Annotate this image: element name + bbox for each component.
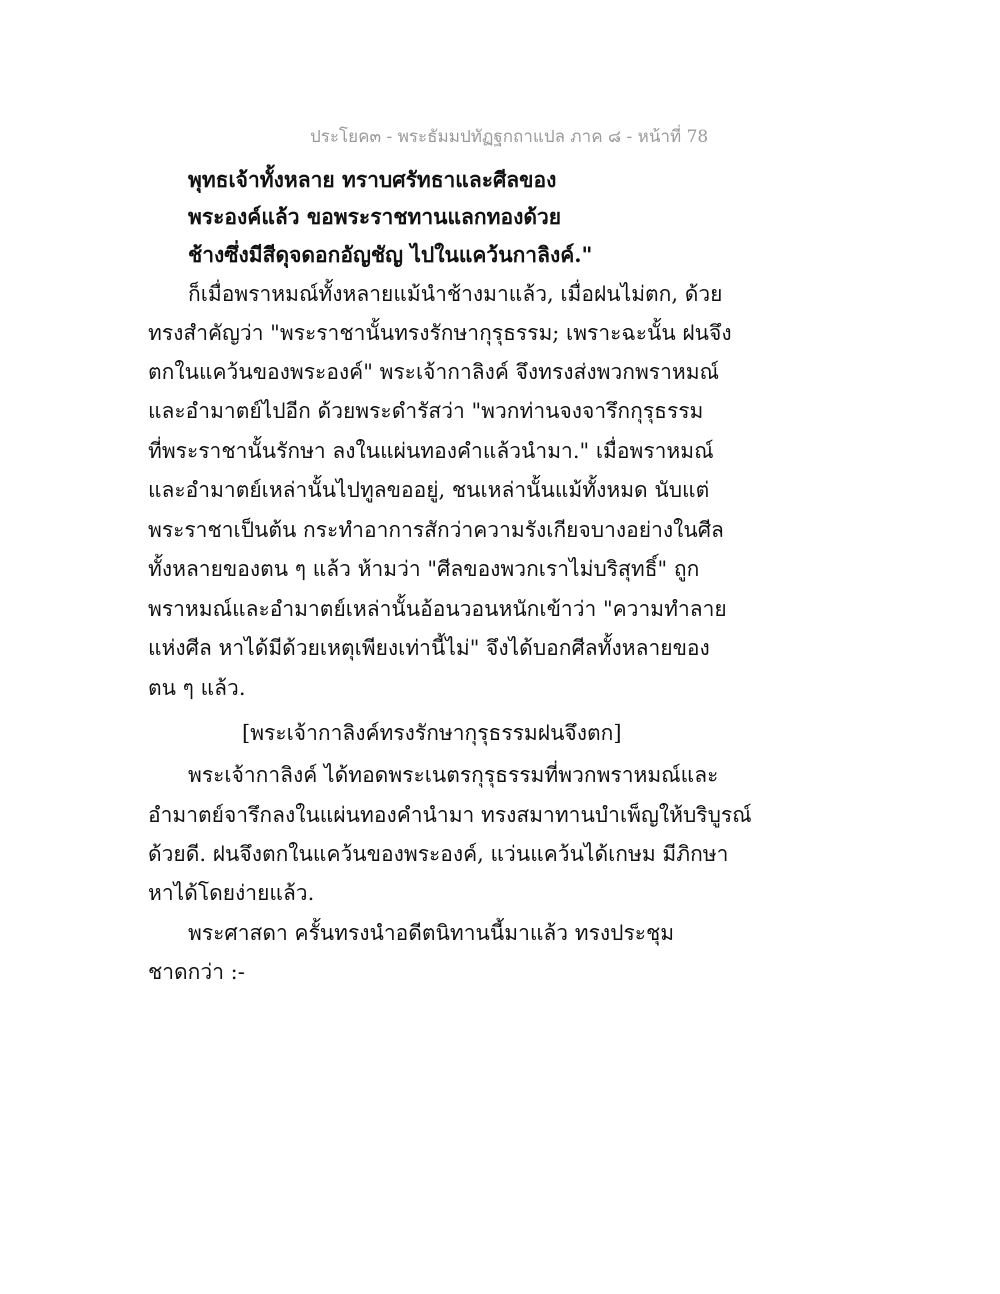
paragraph-line: พระเจ้ากาลิงค์ ได้ทอดพระเนตรกุรุธรรมที่พวกพราหมณ์และ: [188, 763, 719, 787]
paragraph-line: และอำมาตย์ไปอีก ด้วยพระดำรัสว่า "พวกท่านจงจารึกกุรุธรรม: [148, 399, 704, 423]
paragraph-line: ทั้งหลายของตน ๆ แล้ว ห้ามว่า "ศีลของพวกเราไม่บริสุทธิ์" ถูก: [148, 557, 700, 581]
paragraph-line: ก็เมื่อพราหมณ์ทั้งหลายแม้นำช้างมาแล้ว, เมื่อฝนไม่ตก, ด้วย: [188, 282, 723, 306]
paragraph-line: ที่พระราชานั้นรักษา ลงในแผ่นทองคำแล้วนำมา." เมื่อพราหมณ์: [148, 439, 714, 463]
paragraph-line: พระศาสดา ครั้นทรงนำอดีตนิทานนี้มาแล้ว ทรงประชุม: [188, 921, 675, 945]
paragraph-line: ทรงสำคัญว่า "พระราชานั้นทรงรักษากุรุธรรม; เพราะฉะนั้น ฝนจึง: [148, 321, 732, 345]
paragraph-line: ตน ๆ แล้ว.: [148, 676, 246, 700]
paragraph-line: ตกในแคว้นของพระองค์" พระเจ้ากาลิงค์ จึงทรงส่งพวกพราหมณ์: [148, 360, 720, 384]
paragraph-line: พระราชาเป็นต้น กระทำอาการสักว่าความรังเกียจบางอย่างในศีล: [148, 518, 724, 542]
paragraph-line: พราหมณ์และอำมาตย์เหล่านั้นอ้อนวอนหนักเข้าว่า "ความทำลาย: [148, 597, 727, 621]
paragraph-line: หาได้โดยง่ายแล้ว.: [148, 881, 315, 905]
paragraph-line: แห่งศีล หาได้มีด้วยเหตุเพียงเท่านี้ไม่" จึงได้บอกศีลทั้งหลายของ: [148, 636, 710, 660]
paragraph-line: ชาดกว่า :-: [148, 960, 245, 984]
paragraph-line: อำมาตย์จารึกลงในแผ่นทองคำนำมา ทรงสมาทานบำเพ็ญให้บริบูรณ์: [148, 803, 752, 827]
verse-line: พุทธเจ้าทั้งหลาย ทราบศรัทธาและศีลของ: [188, 167, 557, 192]
running-header: ประโยค๓ - พระธัมมปทัฏฐกถาแปล ภาค ๘ - หน้าที่ 78: [310, 127, 709, 147]
paragraph-line: และอำมาตย์เหล่านั้นไปทูลขออยู่, ชนเหล่านั้นแม้ทั้งหมด นับแต่: [148, 478, 710, 502]
verse-line: พระองค์แล้ว ขอพระราชทานแลกทองด้วย: [188, 204, 562, 229]
section-heading: [พระเจ้ากาลิงค์ทรงรักษากุรุธรรมฝนจึงตก]: [242, 721, 622, 745]
paragraph-line: ด้วยดี. ฝนจึงตกในแคว้นของพระองค์, แว่นแคว้นได้เกษม มีภิกษา: [148, 842, 729, 866]
verse-line: ช้างซึ่งมีสีดุจดอกอัญชัญ ไปในแคว้นกาลิงค์.": [188, 242, 593, 267]
